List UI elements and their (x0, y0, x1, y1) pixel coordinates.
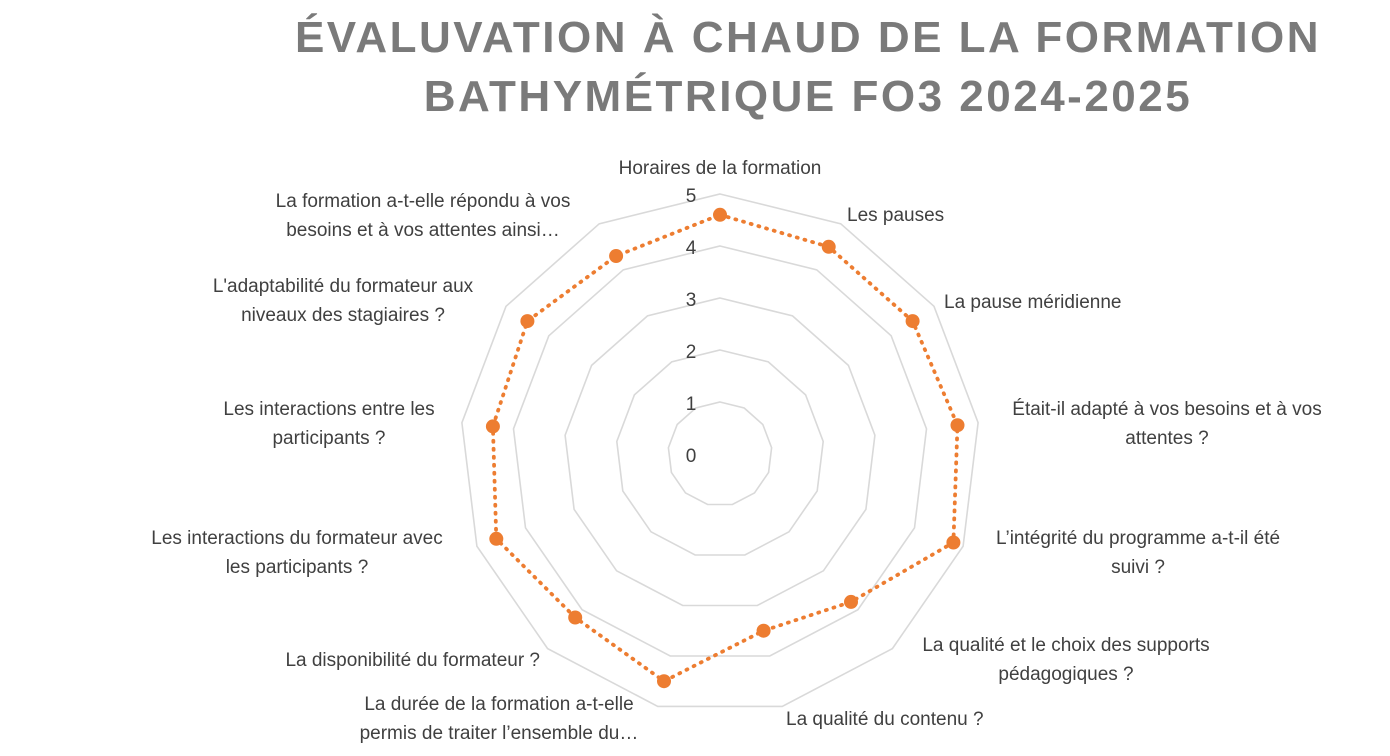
series-line (493, 215, 958, 681)
category-label-line: Les interactions entre les (223, 399, 435, 420)
tick-label: 3 (685, 290, 697, 311)
radar-grid (462, 194, 978, 706)
data-point (906, 314, 920, 328)
category-label-line: attentes ? (1125, 428, 1209, 449)
category-label-line: La qualité et le choix des supports (922, 635, 1210, 656)
category-label-line: Était-il adapté à vos besoins et à vos (1012, 399, 1322, 420)
category-label-line: La qualité du contenu ? (786, 709, 984, 730)
category-label (213, 276, 474, 326)
category-label-line: niveaux des stagiaires ? (241, 305, 445, 326)
category-label-line: Les interactions du formateur avec (151, 528, 443, 549)
category-label-line: Les pauses (847, 205, 945, 226)
data-point (657, 674, 671, 688)
category-label (276, 191, 571, 241)
category-label-line: suivi ? (1111, 557, 1165, 578)
tick-label: 2 (685, 342, 697, 363)
data-point (822, 240, 836, 254)
category-label (786, 709, 984, 730)
data-series (486, 208, 965, 688)
data-point (713, 208, 727, 222)
data-point (757, 624, 771, 638)
category-label (151, 528, 443, 578)
tick-label: 0 (685, 446, 697, 467)
category-label-line: L'adaptabilité du formateur aux (212, 276, 474, 297)
category-label (996, 528, 1280, 578)
data-point (951, 418, 965, 432)
category-label-line: Horaires de la formation (618, 158, 822, 179)
category-label-line: les participants ? (225, 557, 369, 578)
tick-label: 4 (685, 238, 697, 259)
category-label-line: L’intégrité du programme a-t-il été (995, 528, 1281, 549)
chart-title-line-2: BATHYMÉTRIQUE FO3 2024-2025 (423, 72, 1193, 121)
data-point (946, 536, 960, 550)
category-label-line: participants ? (272, 428, 386, 449)
data-point (568, 611, 582, 625)
grid-ring-5 (462, 194, 978, 706)
data-point (520, 314, 534, 328)
tick-label: 5 (685, 186, 697, 207)
category-label-line: besoins et à vos attentes ainsi… (286, 220, 560, 241)
data-point (489, 532, 503, 546)
category-label (922, 635, 1209, 685)
category-label-line: pédagogiques ? (998, 664, 1134, 685)
category-label-line: La disponibilité du formateur ? (285, 650, 540, 671)
chart-title (295, 12, 1321, 121)
category-label (619, 158, 822, 179)
grid-ring-3 (565, 298, 875, 606)
data-point (486, 419, 500, 433)
category-label (223, 399, 434, 449)
category-label (360, 694, 639, 744)
category-label-line: La durée de la formation a-t-elle (364, 694, 634, 715)
grid-ring-2 (617, 350, 823, 555)
category-label-line: permis de traiter l’ensemble du… (359, 723, 639, 744)
tick-label: 1 (685, 394, 697, 415)
category-label (285, 650, 540, 671)
category-label (1012, 399, 1321, 449)
grid-ring-1 (668, 402, 771, 505)
chart-title-line-1: ÉVALUVATION À CHAUD DE LA FORMATION (294, 13, 1322, 62)
category-label-line: La formation a-t-elle répondu à vos (275, 191, 571, 212)
data-point (609, 249, 623, 263)
category-label (944, 292, 1121, 313)
category-label (847, 205, 944, 226)
data-point (844, 595, 858, 609)
category-label-line: La pause méridienne (944, 292, 1122, 313)
